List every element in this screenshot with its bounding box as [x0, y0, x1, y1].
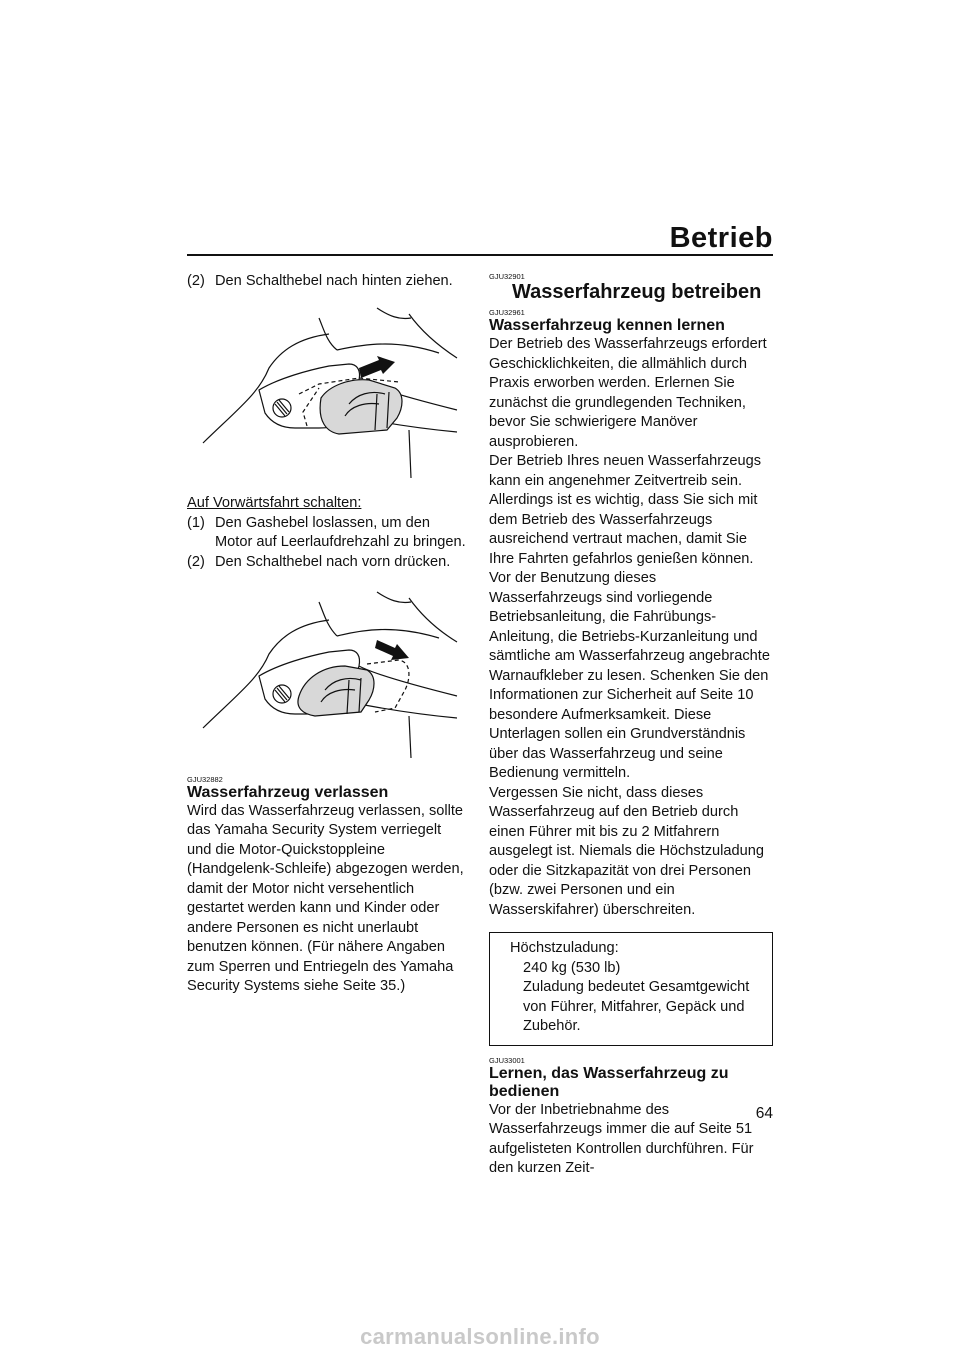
step-number: (2)	[187, 273, 205, 289]
step-forward-1	[187, 514, 467, 553]
step-text: Den Schalthebel nach hinten ziehen.	[215, 273, 453, 289]
page-title: Betrieb	[669, 222, 773, 254]
step-number: (1)	[187, 514, 205, 531]
right-column	[489, 272, 773, 1179]
forward-heading: Auf Vorwärtsfahrt schalten:	[187, 495, 362, 511]
page-number: 64	[755, 1105, 773, 1122]
section-heading-leave: Wasserfahrzeug verlassen	[187, 783, 389, 801]
spec-note: Zuladung bedeutet Gesamtgewicht von Führer, Mitfahrer, Gepäck und Zubehör.	[523, 979, 750, 1034]
step-text: Den Schalthebel nach vorn drücken.	[215, 553, 451, 570]
section-body-leave: Wird das Wasserfahrzeug verlassen, sollte das Yamaha Security System verriegelt und die Motor-Quickstoppleine (Handgelenk-Schleife) abgezogen werden, damit der Motor nicht versehentlich gestartet werden kann und Kinder oder andere Personen es nicht unerlaubt benutzen können. (Für nähere Angaben zum Sperren und Entriegeln des Yamaha Security Systems siehe Seite 35.)	[187, 802, 464, 994]
paragraph: Vor der Benutzung dieses Wasserfahrzeugs sind vorliegende Betriebsanleitung, die Fahrübungs-Anleitung, die Betriebs-Kurzanleitung und sämtliche am Wasserfahrzeug angebrachte Warnaufkleber zu lesen. Schenken Sie den Informationen zur Sicherheit auf Seite 10 besondere Aufmerksamkeit. Diese Unterlagen sollen ein Grundverständnis über das Wasserfahrzeug und seine Bedienung vermitteln.	[489, 570, 770, 781]
max-load-box	[489, 932, 773, 1046]
step-text: Den Gashebel loslassen, um den Motor auf Leerlaufdrehzahl zu bringen.	[215, 514, 466, 550]
watermark-footer: carmanualsonline.info	[360, 1324, 600, 1349]
section-heading-learn: Lernen, das Wasserfahrzeug zu bedienen	[489, 1064, 729, 1100]
step-number: (2)	[187, 553, 205, 570]
section-heading-know: Wasserfahrzeug kennen lernen	[489, 317, 725, 334]
header-rule	[187, 254, 773, 256]
shift-lever-back-illustration	[199, 298, 459, 478]
step-forward-2	[187, 553, 467, 573]
step-reverse	[187, 272, 467, 292]
paragraph: Der Betrieb des Wasserfahrzeugs erfordert Geschicklichkeiten, die allmählich durch Praxis erworben werden. Erlernen Sie zunächst die grundlegenden Techniken, bevor Sie schwierigere Manöver ausprobieren.	[489, 336, 767, 450]
spec-value: 240 kg (530 lb)	[523, 959, 621, 976]
paragraph: Vergessen Sie nicht, dass dieses Wasserfahrzeug auf den Betrieb durch einen Führer mit bis zu 2 Mitfahrern ausgelegt ist. Niemals die Höchstzuladung oder die Sitzkapazität von drei Personen (bzw. zwei Personen und ein Wasserskifahrer) überschreiten.	[489, 784, 765, 918]
paragraph: Der Betrieb Ihres neuen Wasserfahrzeugs kann ein angenehmer Zeitvertreib sein. Allerdings ist es wichtig, dass Sie sich mit dem Betrieb des Wasserfahrzeugs ausreichend vertraut machen, damit Sie Ihre Fahrten gefahrlos genießen können.	[489, 453, 762, 567]
section-code: GJU33001	[489, 1055, 525, 1065]
chapter-heading: Wasserfahrzeug betreiben	[512, 281, 762, 303]
left-column	[187, 272, 467, 997]
section-code: GJU32882	[187, 774, 223, 784]
section-code: GJU32901	[489, 272, 525, 281]
section-body-learn: Vor der Inbetriebnahme des Wasserfahrzeugs immer die auf Seite 51 aufgelisteten Kontrollen durchführen. Für den kurzen Zeit-	[489, 1101, 754, 1176]
spec-label: Höchstzuladung:	[510, 940, 619, 956]
section-code: GJU32961	[489, 308, 525, 317]
shift-lever-forward-illustration	[199, 578, 459, 758]
